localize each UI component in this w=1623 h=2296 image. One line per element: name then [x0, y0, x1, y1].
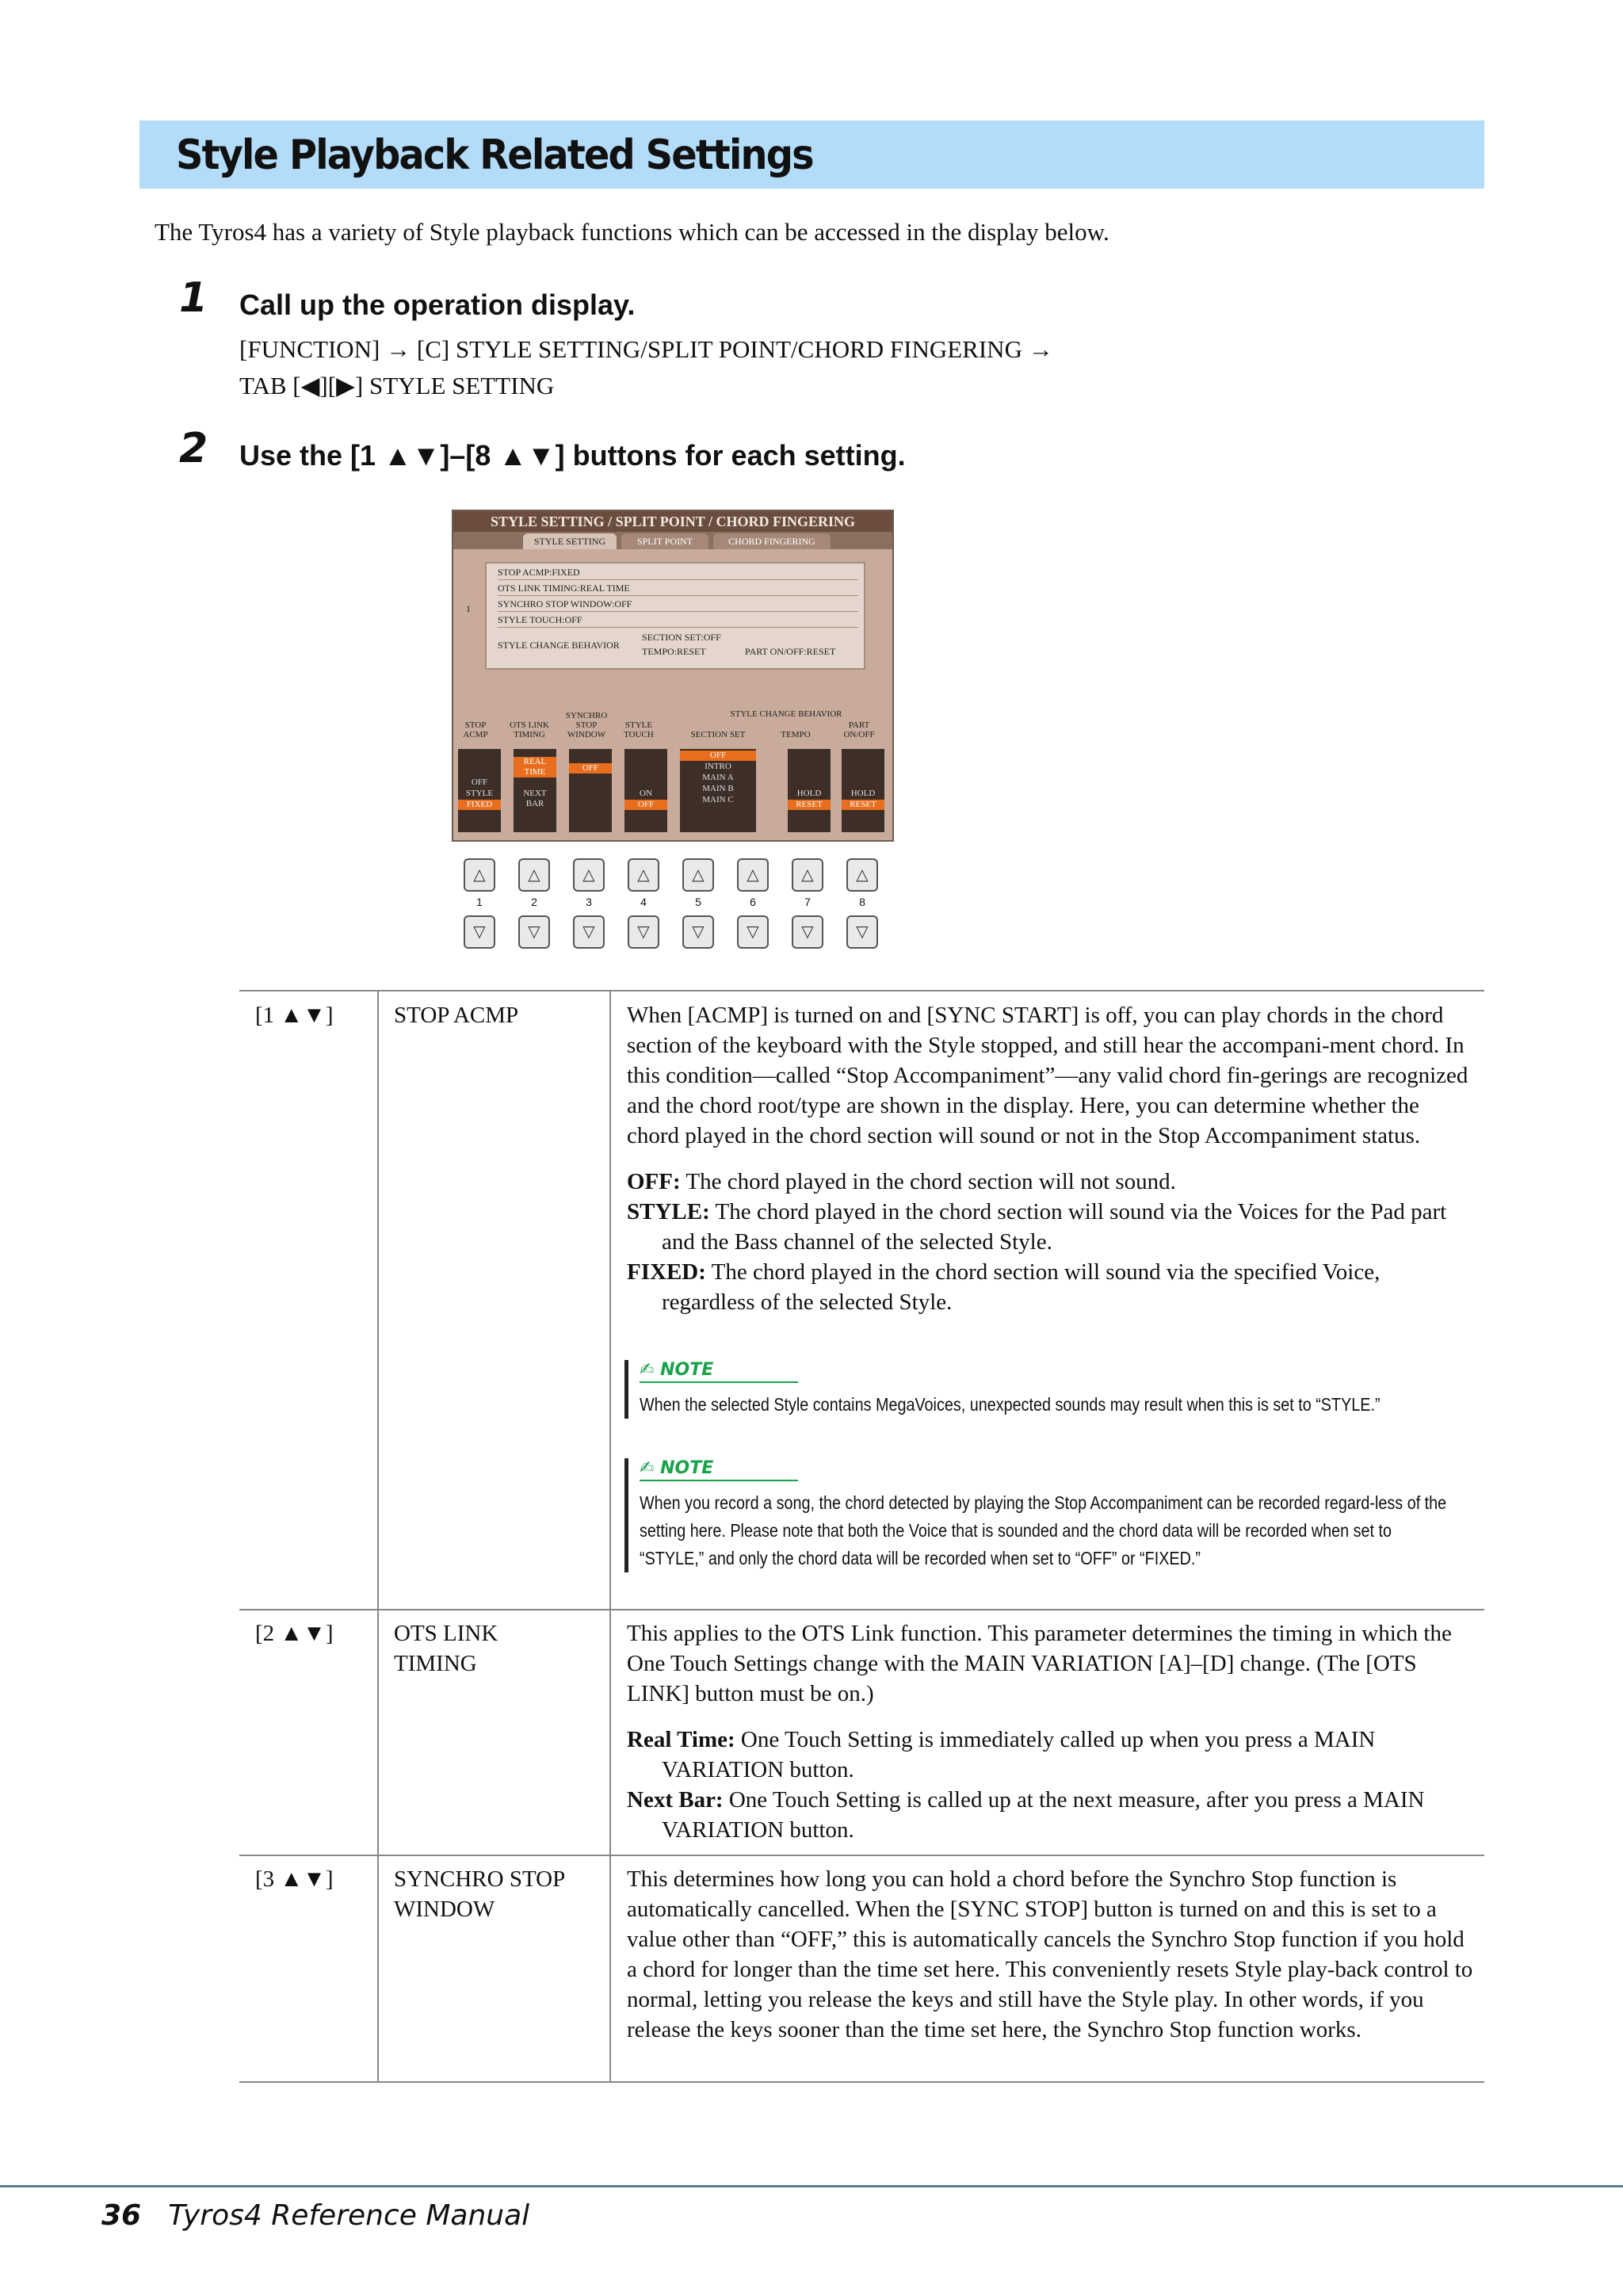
option-label: FIXED:: [627, 1259, 706, 1285]
button-5-down[interactable]: ▽: [682, 915, 714, 949]
option-label: STYLE:: [627, 1199, 710, 1224]
footer-rule: [0, 2185, 1623, 2187]
row1-button: [1 ▲▼]: [255, 1003, 334, 1028]
lcd-value: INTRO: [705, 762, 731, 771]
row3-button: [3 ▲▼]: [255, 1866, 334, 1892]
note-label-text: NOTE: [660, 1360, 714, 1380]
lcd-row-synchro-stop: SYNCHRO STOP WINDOW:OFF: [498, 598, 632, 609]
section-title: Style Playback Related Settings: [176, 132, 813, 179]
option-text: The chord played in the chord section will not sound.: [685, 1169, 1176, 1194]
button-4-down[interactable]: ▽: [628, 915, 659, 949]
row2-option-next-bar: [627, 1785, 1475, 1845]
row3-desc-text: This determines how long you can hold a chord before the Synchro Stop function is automatically cancelled. When the [SYNC STOP] button is turned on and this is set to a value other than “OFF,” this is automatically cancels the Synchro Stop function if you hold a chord for longer than the time set here. This conveniently resets Style play-back control to normal, letting you release the keys and still have the Style play. In other words, if you release the keys sooner than the time set here, the Synchro Stop function works.: [627, 1866, 1473, 2042]
button-2-up[interactable]: △: [518, 858, 550, 892]
button-number-3: 3: [586, 896, 592, 908]
table-column-divider: [377, 990, 379, 2083]
lcd-head-tempo: TEMPO: [781, 730, 811, 739]
row3-name-line2: WINDOW: [394, 1897, 495, 1922]
table-rule: [239, 990, 1484, 991]
lcd-value: MAIN B: [702, 784, 734, 793]
lcd-row-style-change: STYLE CHANGE BEHAVIOR: [498, 640, 620, 651]
button-6-up[interactable]: △: [737, 858, 769, 892]
button-7-down[interactable]: ▽: [792, 915, 823, 949]
option-label: OFF:: [627, 1169, 681, 1194]
row1-name: STOP ACMP: [394, 1003, 519, 1028]
lcd-slot-style-touch: [624, 749, 667, 832]
section-title-bar: [139, 120, 1484, 189]
lcd-slot-stop-acmp: [458, 749, 501, 832]
row2-name: [394, 1618, 498, 1679]
button-number-4: 4: [640, 896, 647, 908]
manual-title: Tyros4 Reference Manual: [168, 2199, 530, 2232]
lcd-row-stop-acmp: STOP ACMP:FIXED: [498, 567, 580, 578]
note-2-text: When you record a song, the chord detected by playing the Stop Accompaniment can be recorded regard-less of the setting here. Please note that both the Voice that is sounded and the chord data will be recorded when set to “STYLE,” and only the chord data will be recorded when set to “OFF” or “FIXED.”: [640, 1492, 1447, 1568]
row3-description: [627, 1864, 1475, 2045]
step-2-title: Use the [1 ▲▼]–[8 ▲▼] buttons for each setting.: [239, 439, 906, 472]
lcd-tab-chord-fingering[interactable]: CHORD FINGERING: [713, 533, 831, 549]
step-1-body: [239, 331, 1053, 404]
row2-desc-text: This applies to the OTS Link function. This parameter determines the timing in which the One Touch Settings change with the MAIN VARIATION [A]–[D] change. (The [OTS LINK] button must be on.): [627, 1621, 1452, 1706]
intro-text: The Tyros4 has a variety of Style playback functions which can be accessed in the display below.: [155, 218, 1109, 246]
lcd-value-part-onoff: PART ON/OFF:RESET: [745, 646, 836, 657]
button-number-7: 7: [804, 896, 811, 908]
option-label: Next Bar:: [627, 1787, 724, 1813]
lcd-tab-style-setting[interactable]: STYLE SETTING: [523, 533, 617, 549]
lcd-tab-bar: [453, 532, 892, 549]
table-column-divider: [609, 990, 611, 2083]
lcd-row-marker: 1: [466, 603, 471, 614]
note-label-text: NOTE: [660, 1458, 714, 1478]
button-2-down[interactable]: ▽: [518, 915, 550, 949]
lcd-tab-split-point[interactable]: SPLIT POINT: [621, 533, 708, 549]
row1-option-style: [627, 1197, 1475, 1257]
note-1-text: When the selected Style contains MegaVoices, unexpected sounds may result when this is set to “STYLE.”: [640, 1394, 1381, 1415]
option-text: The chord played in the chord section will sound via the specified Voice, regardless of the selected Style.: [662, 1259, 1381, 1315]
lcd-value: OFF: [471, 777, 488, 787]
lcd-slot-part-onoff: [842, 749, 884, 832]
lcd-value-selected: RESET: [788, 800, 831, 810]
lcd-divider: [498, 595, 858, 596]
row1-option-fixed: [627, 1257, 1475, 1317]
lcd-row-ots-link: OTS LINK TIMING:REAL TIME: [498, 583, 630, 594]
row1-option-off: [627, 1167, 1475, 1197]
page-number: 36: [101, 2199, 142, 2232]
button-8-up[interactable]: △: [846, 858, 878, 892]
lcd-value: STYLE: [465, 789, 494, 798]
lcd-slot-synchro-stop: [569, 749, 612, 832]
button-number-6: 6: [750, 896, 756, 908]
table-rule: [239, 1609, 1484, 1610]
row3-name: [394, 1864, 565, 1924]
button-1-down[interactable]: ▽: [464, 915, 495, 949]
note-block-2: [624, 1458, 1591, 1572]
lcd-divider: [498, 611, 858, 612]
button-1-up[interactable]: △: [464, 858, 495, 892]
step-1-path-line1: [FUNCTION] → [C] STYLE SETTING/SPLIT POINT/CHORD FINGERING →: [239, 335, 1053, 363]
lcd-value: MAIN A: [702, 773, 734, 782]
button-number-1: 1: [476, 896, 483, 908]
row2-name-line2: TIMING: [394, 1651, 477, 1676]
lcd-slot-ots-link: [514, 749, 556, 832]
row1-description: [627, 1000, 1475, 1317]
button-number-8: 8: [859, 896, 865, 908]
lcd-value-selected: RESET: [842, 800, 884, 810]
step-1-title: Call up the operation display.: [239, 288, 636, 321]
lcd-head-synchro-stop: SYNCHRO STOP WINDOW: [565, 711, 608, 739]
lcd-head-style-touch: STYLE TOUCH: [624, 720, 654, 739]
row2-button: [2 ▲▼]: [255, 1621, 334, 1646]
option-text: One Touch Setting is called up at the next measure, after you press a MAIN VARIATION button.: [662, 1787, 1425, 1843]
lcd-value: HOLD: [850, 789, 876, 798]
pencil-icon: ✍: [640, 1458, 655, 1478]
option-label: Real Time:: [627, 1727, 735, 1752]
lcd-value: ON: [640, 789, 652, 798]
step-2-number: 2: [179, 425, 208, 472]
row2-name-line1: OTS LINK: [394, 1621, 498, 1646]
option-text: The chord played in the chord section will sound via the Voices for the Pad part and the Bass channel of the selected Style.: [662, 1199, 1447, 1255]
table-rule: [239, 2081, 1484, 2083]
lcd-divider: [498, 627, 858, 628]
row2-option-real-time: [627, 1725, 1475, 1785]
note-block-1: [624, 1360, 1591, 1419]
button-3-up[interactable]: △: [573, 858, 605, 892]
lcd-slot-tempo: [788, 749, 831, 832]
table-rule: [239, 1855, 1484, 1856]
note-label: [640, 1360, 798, 1383]
button-6-down[interactable]: ▽: [737, 915, 769, 949]
lcd-value: NEXT BAR: [523, 789, 547, 808]
lcd-head-part-onoff: PART ON/OFF: [843, 720, 875, 739]
lcd-head-ots-link: OTS LINK TIMING: [510, 720, 549, 739]
page-footer: [101, 2199, 529, 2232]
lcd-head-stop-acmp: STOP ACMP: [463, 720, 488, 739]
lcd-value-selected: REAL TIME: [514, 757, 556, 777]
note-label: [640, 1458, 798, 1481]
lcd-value-selected: OFF: [680, 751, 756, 761]
button-7-up[interactable]: △: [792, 858, 823, 892]
lcd-value-tempo: TEMPO:RESET: [642, 646, 706, 657]
lcd-value-selected: FIXED: [458, 800, 501, 810]
lcd-row-style-touch: STYLE TOUCH:OFF: [498, 614, 582, 625]
step-1-path-line2: TAB [◀][▶] STYLE SETTING: [239, 372, 555, 399]
lcd-value-selected: OFF: [569, 763, 612, 774]
lcd-value: HOLD: [796, 789, 822, 798]
lcd-value: MAIN C: [702, 795, 734, 804]
lcd-slot-section-set: [680, 749, 756, 832]
button-5-up[interactable]: △: [682, 858, 714, 892]
lcd-divider: [498, 579, 858, 580]
row3-name-line1: SYNCHRO STOP: [394, 1866, 566, 1892]
button-3-down[interactable]: ▽: [573, 915, 605, 949]
option-text: One Touch Setting is immediately called up when you press a MAIN VARIATION button.: [662, 1727, 1376, 1782]
lcd-group-label: STYLE CHANGE BEHAVIOR: [730, 709, 842, 719]
lcd-settings-panel: [466, 562, 865, 670]
row1-desc-text: When [ACMP] is turned on and [SYNC START] is off, you can play chords in the chord section of the keyboard with the Style stopped, and still hear the accompani-ment chord. In this condition—called “Stop Accompaniment”—any valid chord fin-gerings are recognized and the chord root/type are shown in the display. Here, you can determine whether the chord played in the chord section will sound or not in the Stop Accompaniment status.: [627, 1003, 1468, 1148]
button-number-5: 5: [695, 896, 701, 908]
lcd-display: [452, 510, 894, 842]
lcd-value-section-set: SECTION SET:OFF: [642, 632, 721, 643]
button-4-up[interactable]: △: [628, 858, 659, 892]
pencil-icon: ✍: [640, 1360, 655, 1380]
step-1-number: 1: [179, 274, 208, 322]
lcd-value-selected: OFF: [624, 800, 667, 810]
lcd-head-section-set: SECTION SET: [690, 730, 746, 739]
button-number-2: 2: [531, 896, 537, 908]
button-8-down[interactable]: ▽: [846, 915, 878, 949]
row2-description: [627, 1618, 1475, 1845]
lcd-title: STYLE SETTING / SPLIT POINT / CHORD FINGERING: [453, 511, 892, 532]
